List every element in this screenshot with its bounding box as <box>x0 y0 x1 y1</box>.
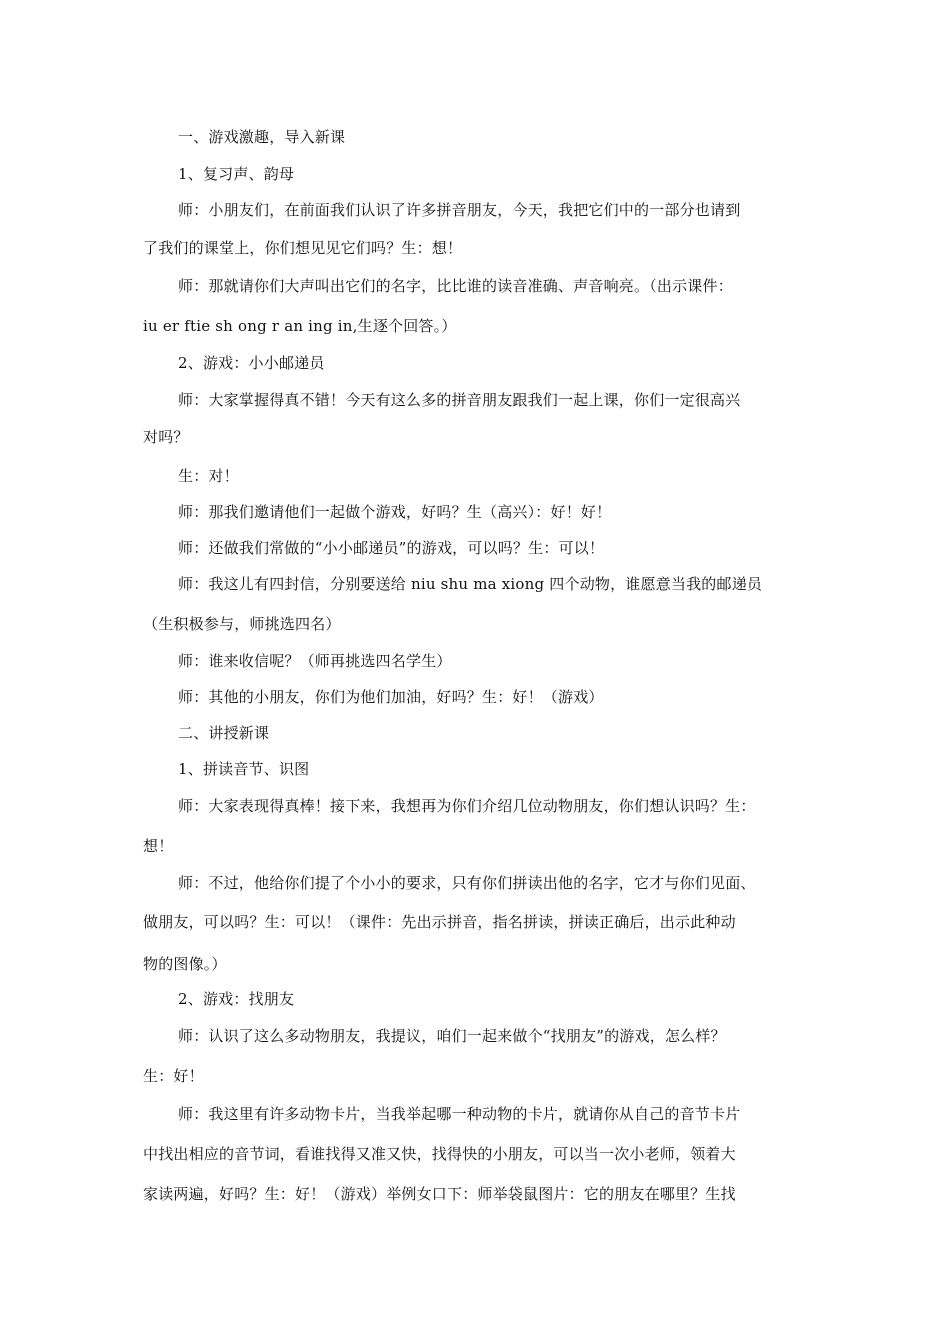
paragraph-line: 师：认识了这么多动物朋友，我提议，咱们一起来做个“找朋友”的游戏，怎么样？ <box>178 1027 726 1045</box>
paragraph-line: iu er ftie sh ong r an ing in,生逐个回答。） <box>143 317 457 335</box>
paragraph-line: 师：我这里有许多动物卡片，当我举起哪一种动物的卡片，就请你从自己的音节卡片 <box>178 1105 741 1123</box>
paragraph-line: 师：大家掌握得真不错！今天有这么多的拼音朋友跟我们一起上课，你们一定很高兴 <box>178 391 741 409</box>
paragraph-line: 生：好！ <box>143 1067 204 1085</box>
section-heading: 一、游戏激趣，导入新课 <box>178 128 346 146</box>
paragraph-line: 师：还做我们常做的“小小邮递员”的游戏，可以吗？生：可以！ <box>178 539 605 557</box>
paragraph-line: 对吗？ <box>143 428 189 446</box>
paragraph-line: （生积极参与，师挑选四名） <box>143 615 341 633</box>
paragraph-line: 物的图像。） <box>143 955 227 973</box>
paragraph-line: 做朋友，可以吗？生：可以！（课件：先出示拼音，指名拼读，拼读正确后，出示此种动 <box>143 913 736 931</box>
subsection-heading: 1、拼读音节、识图 <box>178 760 310 778</box>
paragraph-line: 想！ <box>143 837 174 855</box>
paragraph-line: 生：对！ <box>178 467 239 485</box>
paragraph-line: 师：其他的小朋友，你们为他们加油，好吗？生：好！（游戏） <box>178 688 604 706</box>
paragraph-line: 师：那我们邀请他们一起做个游戏，好吗？生（高兴）：好！好！ <box>178 503 612 521</box>
paragraph-line: 师：那就请你们大声叫出它们的名字，比比谁的读音准确、声音响亮。（出示课件： <box>178 277 733 295</box>
paragraph-line: 师：谁来收信呢？（师再挑选四名学生） <box>178 652 452 670</box>
paragraph-line: 了我们的课堂上，你们想见见它们吗？生：想！ <box>143 239 463 257</box>
subsection-heading: 2、游戏：小小邮递员 <box>178 354 325 372</box>
paragraph-line: 师：不过，他给你们提了个小小的要求，只有你们拼读出他的名字，它才与你们见面、 <box>178 874 756 892</box>
subsection-heading: 1、复习声、韵母 <box>178 165 295 183</box>
paragraph-line: 中找出相应的音节词，看谁找得又准又快，找得快的小朋友，可以当一次小老师，领着大 <box>143 1145 736 1163</box>
subsection-heading: 2、游戏：找朋友 <box>178 990 295 1008</box>
section-heading: 二、讲授新课 <box>178 724 270 742</box>
paragraph-line: 师：小朋友们，在前面我们认识了许多拼音朋友，今天，我把它们中的一部分也请到 <box>178 201 741 219</box>
paragraph-line: 师：我这儿有四封信，分别要送给 niu shu ma xiong 四个动物，谁愿意当我的邮递员 <box>178 575 763 593</box>
paragraph-line: 师：大家表现得真棒！接下来，我想再为你们介绍几位动物朋友，你们想认识吗？生： <box>178 797 756 815</box>
paragraph-line: 家读两遍，好吗？生：好！（游戏）举例女口下：师举袋鼠图片：它的朋友在哪里？生找 <box>143 1185 736 1203</box>
